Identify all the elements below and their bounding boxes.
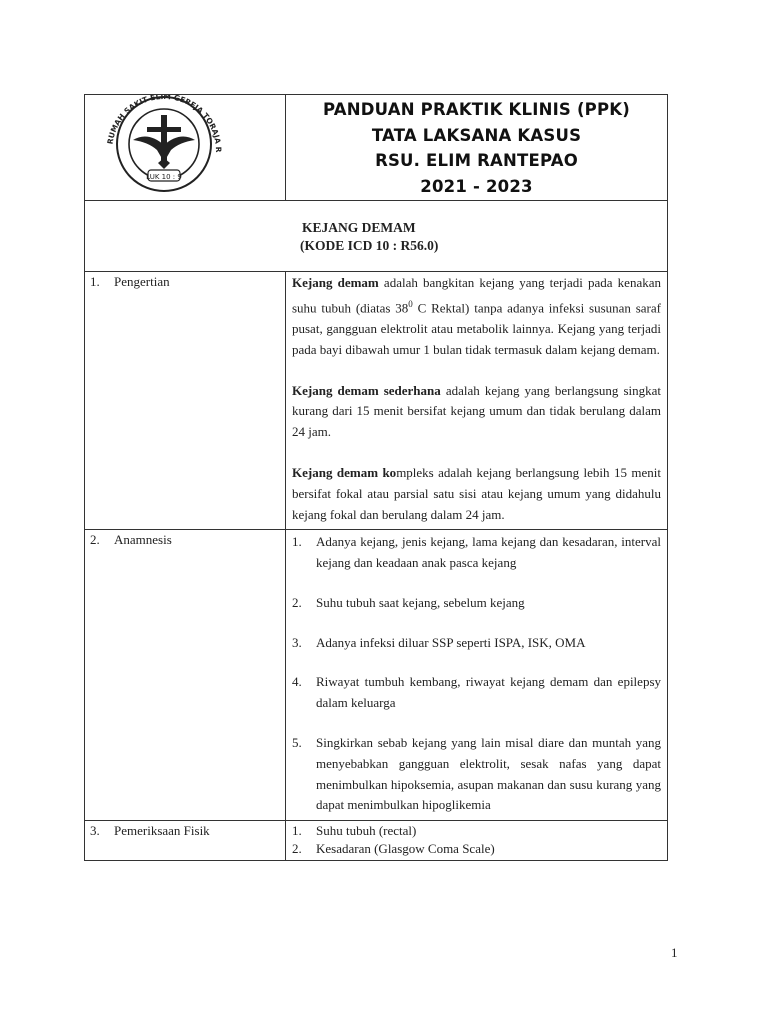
topic-cell [85, 201, 668, 272]
section-number: 3. [90, 823, 100, 839]
list-item [292, 633, 661, 654]
list-number: 3. [292, 634, 302, 650]
pemeriksaan-list [292, 822, 661, 858]
list-item-text: Adanya kejang, jenis kejang, lama kejang dan kesadaran, interval kejang dan keadaan anak pasca kejang [316, 534, 661, 571]
section-content-pengertian [286, 272, 668, 530]
list-item-text: Suhu tubuh saat kejang, sebelum kejang [316, 594, 525, 610]
section-content-pemeriksaan-fisik [286, 821, 668, 861]
list-number: 4. [292, 674, 302, 690]
ppk-table [84, 94, 668, 861]
paragraph-text: mpleks adalah kejang berlangsung lebih 15 menit bersifat fokal atau parsial satu sisi atau kejang umum yang didahulu kejang fokal dan berulang dalam 24 jam. [292, 464, 661, 522]
section-label: Pemeriksaan Fisik [114, 823, 210, 839]
list-item [292, 593, 661, 614]
list-item-text: Suhu tubuh (rectal) [316, 823, 417, 839]
term-bold: Kejang demam [292, 275, 379, 290]
list-item [292, 532, 661, 574]
svg-text:RUMAH SAKIT ELIM GEREJA TORAJA: RUMAH SAKIT ELIM GEREJA TORAJA R [105, 95, 224, 153]
paragraph [292, 463, 661, 525]
list-item [292, 840, 661, 858]
paragraph-text: adalah bangkitan kejang yang terjadi pada kenakan suhu tubuh (diatas 38 [292, 275, 661, 316]
term-bold: Kejang demam ko [292, 464, 397, 480]
superscript: 0 [408, 298, 413, 309]
list-item [292, 822, 661, 840]
section-label: Pengertian [114, 274, 170, 289]
topic-title: KEJANG DEMAM [302, 220, 416, 235]
logo-cell [85, 95, 286, 201]
paragraph-text: adalah kejang yang berlangsung singkat kurang dari 15 menit bersifat kejang umum dan tidak berulang dalam 24 jam. [292, 382, 661, 440]
section-row-pengertian [85, 272, 668, 530]
section-label-cell [85, 272, 286, 530]
list-item [292, 672, 661, 714]
header-title-line-2: TATA LAKSANA KASUS [371, 125, 582, 145]
page-number: 1 [671, 945, 678, 960]
paragraph [292, 273, 661, 361]
section-label: Anamnesis [114, 532, 172, 548]
paragraph-text: C Rektal) tanpa adanya infeksi susunan saraf pusat, gangguan elektrolit atau metabolik lainnya. Kejang yang terjadi pada bayi dibawah umur 1 bulan tidak termasuk dalam kejang demam. [292, 300, 661, 357]
list-number: 1. [292, 534, 302, 550]
list-item-text: Adanya infeksi diluar SSP seperti ISPA, ISK, OMA [316, 634, 586, 650]
section-content-anamnesis [286, 530, 668, 821]
section-number: 1. [90, 274, 100, 289]
svg-text:LUK 10 : 9: LUK 10 : 9 [146, 173, 182, 181]
list-number: 2. [292, 841, 302, 857]
header-title-line-4: 2021 - 2023 [420, 176, 533, 196]
list-number: 2. [292, 594, 302, 610]
term-bold: Kejang demam sederhana [292, 382, 441, 398]
anamnesis-list [292, 532, 661, 816]
list-number: 5. [292, 735, 302, 751]
list-number: 1. [292, 823, 302, 839]
topic-code: (KODE ICD 10 : R56.0) [300, 238, 439, 253]
section-row-anamnesis [85, 530, 668, 821]
list-item-text: Singkirkan sebab kejang yang lain misal diare dan muntah yang menyebabkan gangguan elektrolit, sesak nafas yang dapat menimbulkan hipoksemia, asupan makanan dan susu kurang yang dapat menimbulkan hipoglikemia [316, 735, 661, 813]
hospital-seal-logo [85, 95, 285, 195]
paragraph [292, 381, 661, 443]
header-title-cell [286, 95, 668, 201]
list-item-text: Riwayat tumbuh kembang, riwayat kejang demam dan epilepsy dalam keluarga [316, 674, 661, 711]
header-title-line-1: PANDUAN PRAKTIK KLINIS (PPK) [322, 100, 630, 119]
section-number: 2. [90, 532, 100, 548]
document-page [84, 94, 667, 861]
section-label-cell [85, 821, 286, 861]
section-label-cell [85, 530, 286, 821]
list-item-text: Kesadaran (Glasgow Coma Scale) [316, 841, 495, 857]
section-row-pemeriksaan-fisik [85, 821, 668, 861]
header-title-line-3: RSU. ELIM RANTEPAO [375, 151, 578, 170]
list-item [292, 733, 661, 816]
